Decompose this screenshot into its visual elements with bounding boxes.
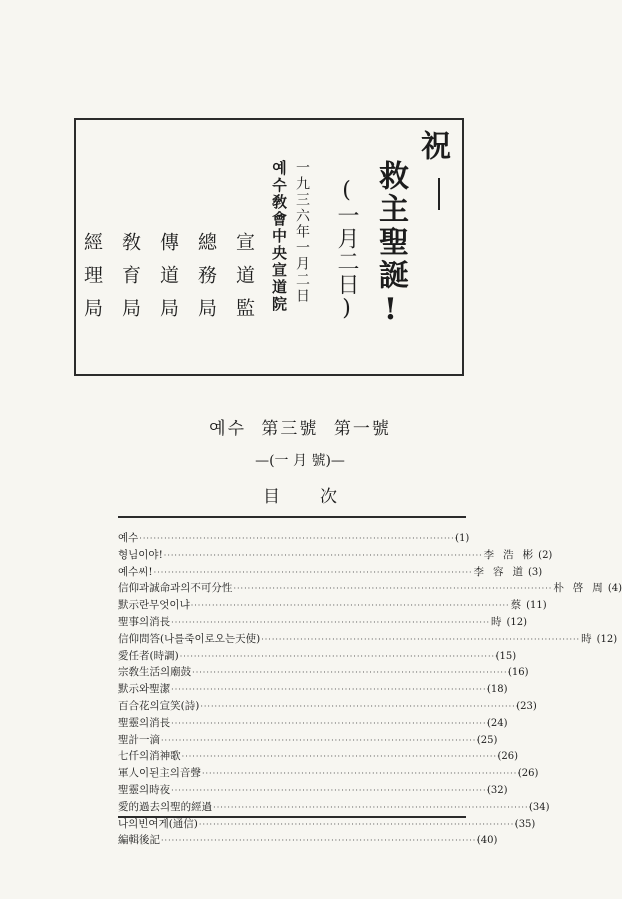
toc-entry	[118, 580, 622, 597]
toc-entry-page: (32)	[487, 784, 508, 796]
toc-entry-title: 愛的過去의聖的經過	[118, 800, 213, 813]
toc-entry-author: 蔡	[510, 599, 531, 612]
toc-entry-page: (40)	[476, 835, 498, 847]
table-of-contents	[118, 530, 622, 849]
toc-entry	[118, 681, 508, 698]
toc-entry	[118, 765, 539, 782]
toc-leader-dots: ··························································································	[198, 819, 518, 829]
toc-leader-dots: ··························································································	[161, 836, 480, 846]
celebrate-rule	[438, 178, 440, 210]
issue-heading	[0, 414, 600, 439]
toc-entry-page: (11)	[526, 600, 547, 612]
toc-entry	[118, 664, 529, 681]
department-2: 總務局	[195, 232, 217, 331]
toc-entry-page: (25)	[476, 734, 498, 746]
toc-leader-dots: ··························································································	[192, 668, 512, 678]
toc-entry-page: (26)	[517, 768, 539, 780]
toc-leader-dots: ··························································································	[233, 584, 553, 594]
toc-entry	[118, 614, 528, 631]
toc-leader-dots: ··························································································	[201, 769, 521, 779]
toc-entry	[118, 782, 508, 799]
toc-entry	[118, 698, 537, 715]
toc-leader-dots: ··························································································	[139, 534, 459, 543]
announcement-box	[74, 118, 464, 376]
toc-leader-dots: ··························································································	[171, 785, 491, 795]
toc-entry-page: (15)	[495, 650, 517, 662]
toc-leader-dots: ··························································································	[153, 567, 473, 577]
toc-entry	[118, 832, 498, 849]
department-3: 傳道局	[157, 232, 179, 331]
toc-entry-author: 李容道	[473, 565, 533, 578]
toc-entry-page: (24)	[487, 717, 508, 729]
toc-entry-title: 나의빈여게(通信)	[118, 817, 198, 830]
toc-entry-page: (4)	[607, 583, 622, 595]
toc-entry-title: 信仰問答(나를죽이로오는天使)	[118, 632, 261, 645]
toc-bottom-rule	[118, 816, 466, 818]
toc-leader-dots: ··························································································	[171, 685, 491, 695]
toc-entry-author: 時	[581, 632, 601, 645]
toc-entry-title: 百合花의宣笑(詩)	[118, 699, 200, 712]
toc-entry-title: 默示란무엇이냐	[118, 599, 190, 612]
toc-entry-title: 七仟의消神歌	[118, 750, 181, 763]
announcement-organization: 예수敎會中央宣道院	[270, 160, 288, 313]
toc-entry-author: 李浩彬	[483, 548, 543, 561]
department-4: 敎育局	[119, 232, 141, 331]
toc-entry-title: 聖靈의時夜	[118, 783, 171, 796]
occasion-date: (一月二日)	[334, 178, 359, 322]
toc-entry-page: (16)	[508, 667, 529, 679]
toc-entry	[118, 799, 550, 816]
toc-entry-page: (35)	[514, 818, 536, 830]
magazine-name: 예수	[209, 419, 247, 439]
toc-entry	[118, 564, 543, 581]
toc-entry	[118, 748, 519, 765]
toc-entry-title: 聖計一滴	[118, 733, 160, 746]
toc-entry-page: (2)	[538, 549, 553, 561]
announcement-date: 一九三六年一月二日	[294, 160, 310, 304]
toc-leader-dots: ··························································································	[181, 752, 501, 762]
toc-entry	[118, 597, 547, 614]
issue-number: 第一號	[333, 419, 391, 439]
toc-leader-dots: ··························································································	[171, 718, 491, 728]
toc-entry	[118, 530, 470, 547]
toc-entry-page: (12)	[596, 633, 618, 645]
toc-entry	[118, 631, 618, 648]
toc-leader-dots: ··························································································	[261, 634, 581, 644]
toc-entry	[118, 732, 498, 749]
toc-entry-title: 宗敎生活의廟鼓	[118, 666, 192, 679]
toc-leader-dots: ··························································································	[190, 601, 510, 611]
occasion-title: 救主聖誕!	[373, 160, 408, 330]
toc-entry-title: 軍人이된主의音聲	[118, 767, 201, 780]
toc-top-rule	[118, 516, 466, 518]
toc-leader-dots: ··························································································	[200, 701, 520, 711]
toc-entry	[118, 648, 517, 665]
toc-leader-dots: ··························································································	[163, 550, 483, 560]
toc-entry-page: (18)	[487, 684, 508, 696]
volume-number: 第三號	[261, 419, 319, 439]
toc-entry-title: 聖靈의消長	[118, 716, 171, 729]
toc-title: 目次	[263, 487, 377, 507]
toc-entry	[118, 816, 536, 833]
toc-entry-title: 형님이야!	[118, 548, 163, 561]
toc-leader-dots: ··························································································	[161, 735, 480, 745]
toc-entry-page: (34)	[529, 801, 550, 813]
toc-entry-title: 信仰과誠命과의不可分性	[118, 582, 233, 595]
toc-entry-title: 編輯後記	[118, 834, 160, 847]
toc-leader-dots: ··························································································	[179, 651, 499, 661]
toc-entry-page: (23)	[516, 700, 537, 712]
department-1: 宣道監	[233, 232, 255, 331]
toc-entry-page: (3)	[528, 566, 543, 578]
celebrate-heading: 祝	[415, 130, 450, 162]
toc-entry-page: (12)	[506, 616, 528, 628]
toc-entry-author: 朴啓周	[553, 582, 612, 595]
toc-entry-title: 愛任者(時調)	[118, 649, 179, 662]
toc-entry-title: 예수	[118, 532, 139, 544]
issue-month: —(一 月 號)—	[255, 453, 345, 469]
toc-entry-page: (26)	[497, 751, 519, 763]
toc-entry-page: (1)	[455, 533, 470, 544]
toc-entry-title: 默示와聖潔	[118, 683, 171, 696]
toc-entry-title: 聖事의消長	[118, 615, 171, 628]
toc-leader-dots: ··························································································	[213, 802, 533, 812]
toc-entry-title: 예수씨!	[118, 565, 153, 578]
toc-entry	[118, 547, 553, 564]
department-5: 經理局	[81, 232, 103, 331]
toc-entry-author: 時	[491, 615, 511, 628]
toc-leader-dots: ··························································································	[171, 617, 491, 627]
toc-entry	[118, 715, 508, 732]
